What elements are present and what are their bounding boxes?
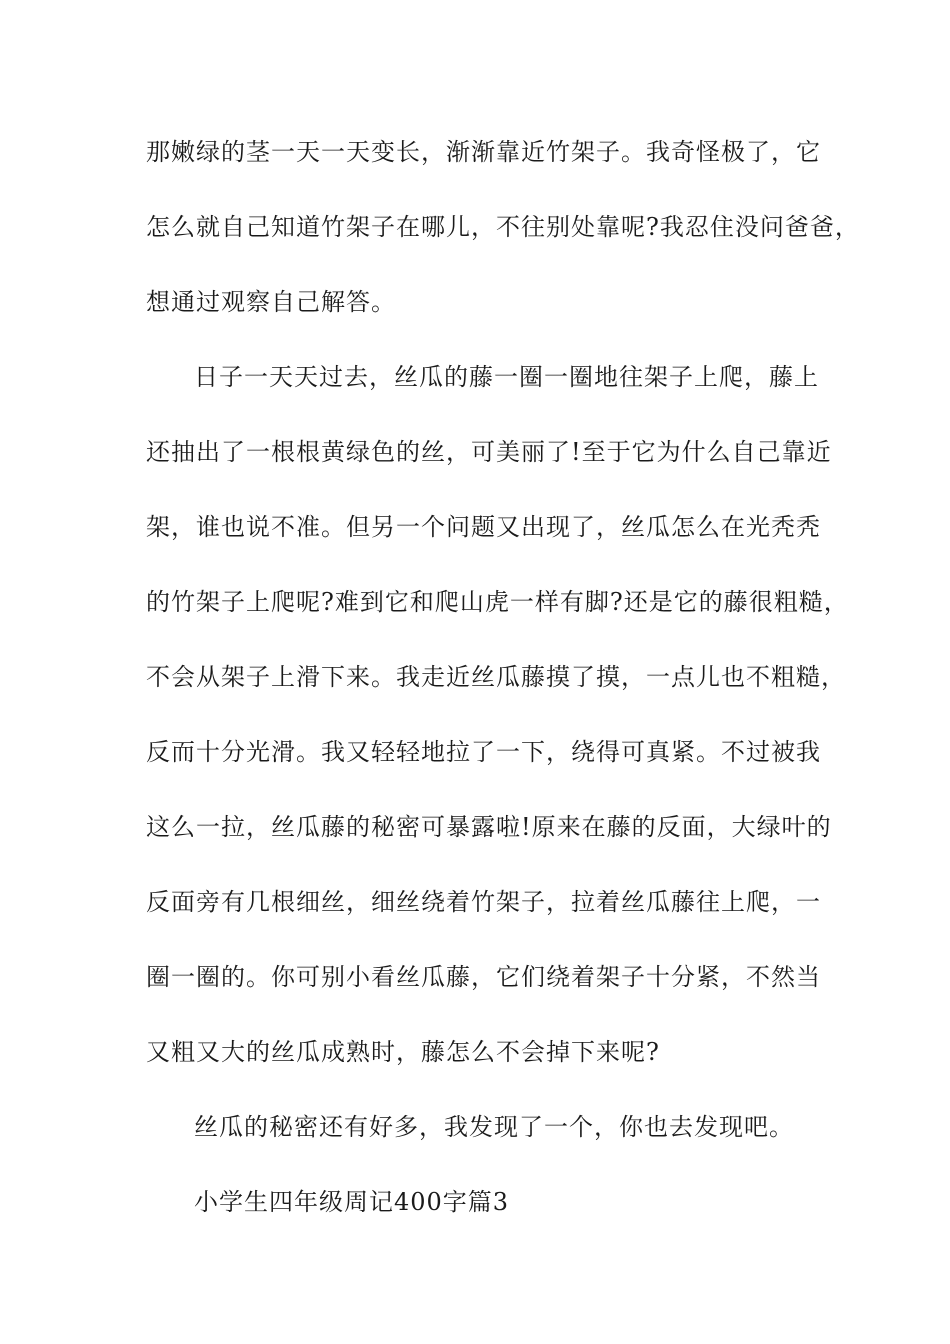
paragraph-line: 的竹架子上爬呢?难到它和爬山虎一样有脚?还是它的藤很粗糙， bbox=[146, 588, 849, 616]
paragraph-line: 还抽出了一根根黄绿色的丝，可美丽了!至于它为什么自己靠近 bbox=[146, 438, 832, 466]
paragraph-line: 不会从架子上滑下来。我走近丝瓜藤摸了摸，一点儿也不粗糙， bbox=[146, 663, 846, 691]
paragraph-line: 圈一圈的。你可别小看丝瓜藤，它们绕着架子十分紧，不然当 bbox=[146, 963, 821, 991]
paragraph-line: 丝瓜的秘密还有好多，我发现了一个，你也去发现吧。 bbox=[194, 1113, 794, 1141]
paragraph-line: 架，谁也说不准。但另一个问题又出现了，丝瓜怎么在光秃秃 bbox=[146, 513, 821, 541]
paragraph-line: 这么一拉，丝瓜藤的秘密可暴露啦!原来在藤的反面，大绿叶的 bbox=[146, 813, 832, 841]
paragraph-line: 反而十分光滑。我又轻轻地拉了一下，绕得可真紧。不过被我 bbox=[146, 738, 821, 766]
paragraph-line: 想通过观察自己解答。 bbox=[146, 288, 396, 316]
paragraph-line: 又粗又大的丝瓜成熟时，藤怎么不会掉下来呢? bbox=[146, 1038, 660, 1066]
paragraph-line: 那嫩绿的茎一天一天变长，渐渐靠近竹架子。我奇怪极了，它 bbox=[146, 138, 821, 166]
paragraph-line: 反面旁有几根细丝，细丝绕着竹架子，拉着丝瓜藤往上爬，一 bbox=[146, 888, 821, 916]
section-heading: 小学生四年级周记400字篇3 bbox=[194, 1188, 510, 1216]
paragraph-line: 日子一天天过去，丝瓜的藤一圈一圈地往架子上爬，藤上 bbox=[194, 363, 819, 391]
paragraph-line: 怎么就自己知道竹架子在哪儿，不往别处靠呢?我忍住没问爸爸， bbox=[146, 213, 860, 241]
